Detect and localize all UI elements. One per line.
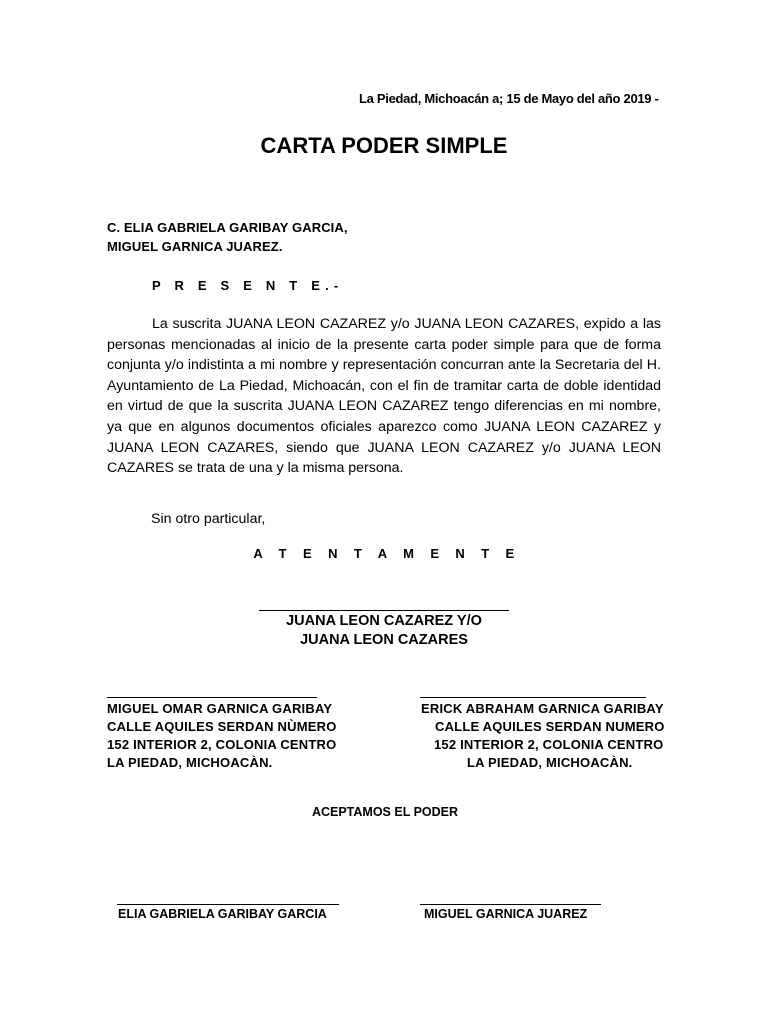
addressee-line-1: C. ELIA GABRIELA GARIBAY GARCIA, bbox=[107, 220, 348, 235]
grantor-name-line-2: JUANA LEON CAZARES bbox=[300, 632, 468, 648]
witness-right-address-3: LA PIEDAD, MICHOACÀN. bbox=[467, 755, 633, 770]
body-paragraph: La suscrita JUANA LEON CAZAREZ y/o JUANA LEON CAZARES, expido a las personas mencionadas al inicio de la presente carta poder simple para que de forma conjunta y/o indistinta a mi nombre y representación concurran ante la Secretaria del H. Ayuntamiento de La Piedad, Michoacán, con el fin de tramitar carta de doble identidad en virtud de que la suscrita JUANA LEON CAZAREZ tengo diferencias en mi nombre, ya que en algunos documentos oficiales aparezco como JUANA LEON CAZAREZ y JUANA LEON CAZARES, siendo que JUANA LEON CAZAREZ y/o JUANA LEON CAZARES se trata de una y la misma persona. bbox=[107, 316, 661, 477]
witness-left-address-1: CALLE AQUILES SERDAN NÙMERO bbox=[107, 719, 337, 734]
grantor-name-line-1: JUANA LEON CAZAREZ Y/O bbox=[286, 613, 482, 629]
accept-right-name: MIGUEL GARNICA JUAREZ bbox=[424, 907, 588, 921]
witness-left-address-2: 152 INTERIOR 2, COLONIA CENTRO bbox=[107, 737, 337, 752]
document-title: CARTA PODER SIMPLE bbox=[260, 133, 508, 158]
grantor-signature-line bbox=[259, 610, 509, 611]
witness-left-address-3: LA PIEDAD, MICHOACÀN. bbox=[107, 755, 273, 770]
witness-right-address-1: CALLE AQUILES SERDAN NUMERO bbox=[435, 719, 665, 734]
witness-right-address-2: 152 INTERIOR 2, COLONIA CENTRO bbox=[434, 737, 664, 752]
addressee-line-2: MIGUEL GARNICA JUAREZ. bbox=[107, 239, 283, 254]
date-line: La Piedad, Michoacán a; 15 de Mayo del año 2019 - bbox=[359, 91, 659, 106]
acceptance-heading: ACEPTAMOS EL PODER bbox=[311, 805, 459, 819]
witness-right-name: ERICK ABRAHAM GARNICA GARIBAY bbox=[421, 701, 664, 716]
closing-line: Sin otro particular, bbox=[151, 511, 266, 527]
greeting: P R E S E N T E.- bbox=[152, 278, 344, 293]
atentamente-heading: A T E N T A M E N T E bbox=[253, 546, 521, 561]
witness-left-signature-line bbox=[107, 697, 317, 698]
accept-right-signature-line bbox=[420, 904, 601, 905]
witness-left-name: MIGUEL OMAR GARNICA GARIBAY bbox=[107, 701, 333, 716]
accept-left-name: ELIA GABRIELA GARIBAY GARCIA bbox=[118, 907, 327, 921]
accept-left-signature-line bbox=[117, 904, 339, 905]
witness-right-signature-line bbox=[420, 697, 646, 698]
